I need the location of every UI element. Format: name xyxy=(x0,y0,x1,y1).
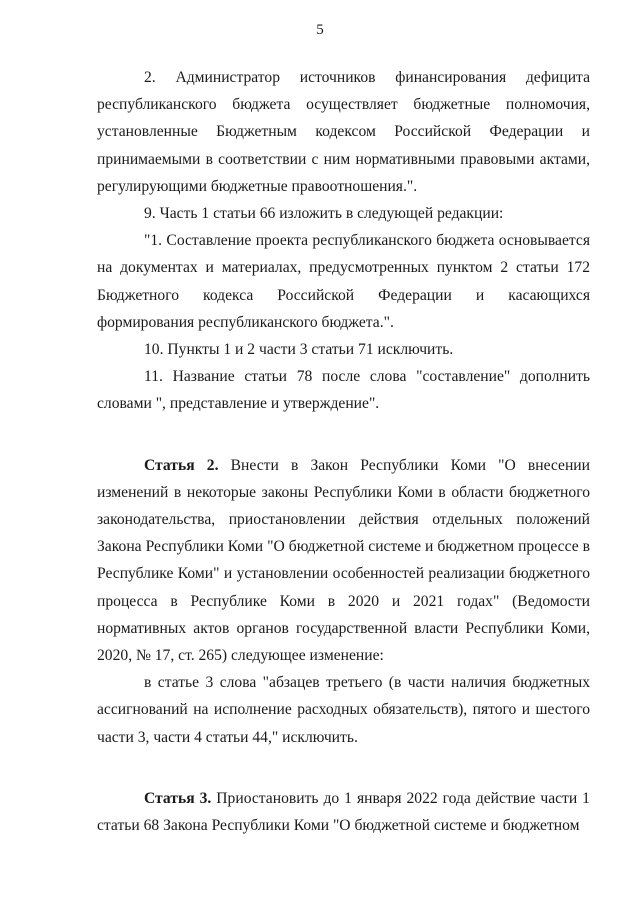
paragraph-administrator: 2. Администратор источников финансирования дефицита республиканского бюджета осуществляет бюджетные полномочия, установленные Бюджетным кодексом Российской Федерации и принимаемыми в соответствии с ним нормативными правовыми актами, регулирующими бюджетные правоотношения.". xyxy=(97,69,590,195)
article-3-label: Статья 3. xyxy=(144,789,212,807)
article-2-paragraph xyxy=(97,452,590,670)
article-3-text: Приостановить до 1 января 2022 года действие части 1 статьи 68 Закона Республики Коми "О бюджетной системе и бюджетном xyxy=(97,789,590,835)
paragraph-item-11: 11. Название статьи 78 после слова "составление" дополнить словами ", представление и утверждение". xyxy=(97,368,590,413)
paragraph-item-9: 9. Часть 1 статьи 66 изложить в следующей редакции: xyxy=(144,205,504,223)
paragraph-item-10: 10. Пункты 1 и 2 части 3 статьи 71 исключить. xyxy=(144,341,454,359)
page-number: 5 xyxy=(316,22,324,38)
paragraph-article-2-change: в статье 3 слова "абзацев третьего (в части наличия бюджетных ассигнований на исполнение расходных обязательств), пятого и шестого части 3, части 4 статьи 44," исключить. xyxy=(97,674,590,746)
paragraph-item-9-text: "1. Составление проекта республиканского бюджета основывается на документах и материалах, предусмотренных пунктом 2 статьи 172 Бюджетного кодекса Российской Федерации и касающихся формирования республиканского бюджета.". xyxy=(97,232,590,331)
article-2-text: Внести в Закон Республики Коми "О внесении изменений в некоторые законы Республики Коми в области бюджетного законодательства, приостановлении действия отдельных положений Закона Республики Коми "О бюджетной системе и бюджетном процессе в Республике Коми" и установлении особенностей реализации бюджетного процесса в Республике Коми в 2020 и 2021 годах" (Ведомости нормативных актов органов государственной власти Республики Коми, 2020, № 17, ст. 265) следующее изменение: xyxy=(97,456,590,665)
article-3-paragraph xyxy=(97,785,590,839)
article-2-label: Статья 2. xyxy=(144,456,219,474)
document-body xyxy=(97,64,590,839)
